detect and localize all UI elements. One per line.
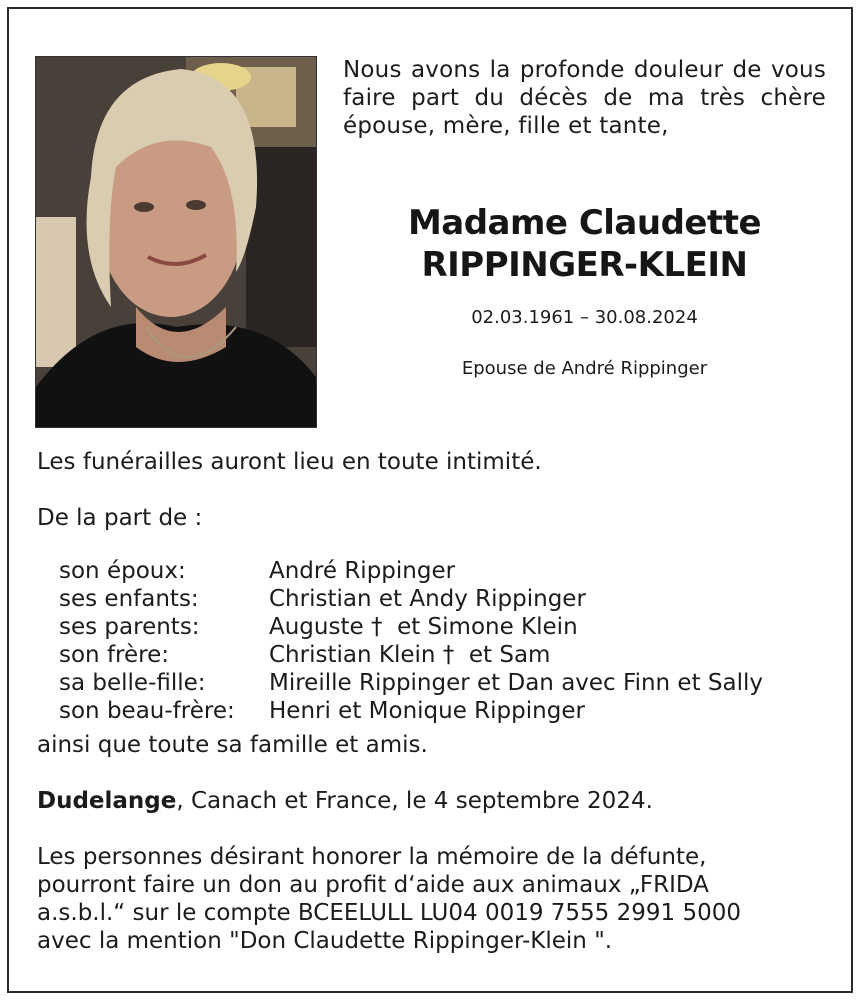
donation-line: Les personnes désirant honorer la mémoire de la défunte, bbox=[37, 844, 707, 870]
relative-names: Henri et Monique Rippinger bbox=[269, 698, 585, 724]
deceased-name-line2: RIPPINGER-KLEIN bbox=[421, 245, 748, 285]
from-label: De la part de : bbox=[37, 505, 203, 531]
relative-label: ses parents: bbox=[59, 614, 200, 640]
relative-label: ses enfants: bbox=[59, 586, 199, 612]
donation-line: avec la mention "Don Claudette Rippinger-Klein ". bbox=[37, 928, 613, 954]
relative-row bbox=[59, 669, 763, 697]
relative-label: son beau-frère: bbox=[59, 698, 235, 724]
donation-line: a.s.b.l.“ sur le compte BCEELULL LU04 0019 7555 2991 5000 bbox=[37, 900, 742, 926]
funerals-notice: Les funérailles auront lieu en toute intimité. bbox=[37, 449, 542, 475]
relative-names: Mireille Rippinger et Dan avec Finn et Sally bbox=[269, 670, 763, 696]
relative-label: son époux: bbox=[59, 558, 186, 584]
spouse-line: Epouse de André Rippinger bbox=[461, 358, 708, 379]
family-line: ainsi que toute sa famille et amis. bbox=[37, 732, 428, 758]
relative-row bbox=[59, 613, 763, 641]
deceased-name-line1: Madame Claudette bbox=[407, 203, 762, 243]
relative-names: Christian Klein † et Sam bbox=[269, 642, 551, 668]
life-dates: 02.03.1961 – 30.08.2024 bbox=[471, 307, 698, 328]
relative-names: Christian et Andy Rippinger bbox=[269, 586, 586, 612]
relative-row bbox=[59, 697, 763, 725]
portrait-photo bbox=[35, 56, 317, 428]
relative-row bbox=[59, 557, 763, 585]
relative-names: André Rippinger bbox=[269, 558, 456, 584]
place-rest: , Canach et France, le 4 septembre 2024. bbox=[176, 788, 653, 814]
place-date-line bbox=[37, 787, 653, 815]
relative-row bbox=[59, 641, 763, 669]
relative-row bbox=[59, 585, 763, 613]
relative-label: sa belle-fille: bbox=[59, 670, 206, 696]
relatives-list bbox=[59, 557, 763, 725]
place-city: Dudelange bbox=[37, 788, 177, 814]
relative-label: son frère: bbox=[59, 642, 169, 668]
intro-text: Nous avons la profonde douleur de vous faire part du décès de ma très chère épouse, mère, fille et tante, bbox=[343, 57, 826, 139]
donation-line: pourront faire un don au profit d‘aide aux animaux „FRIDA bbox=[37, 872, 709, 898]
donation-notice bbox=[37, 843, 797, 955]
relative-names: Auguste † et Simone Klein bbox=[269, 614, 578, 640]
deceased-name bbox=[343, 202, 826, 286]
